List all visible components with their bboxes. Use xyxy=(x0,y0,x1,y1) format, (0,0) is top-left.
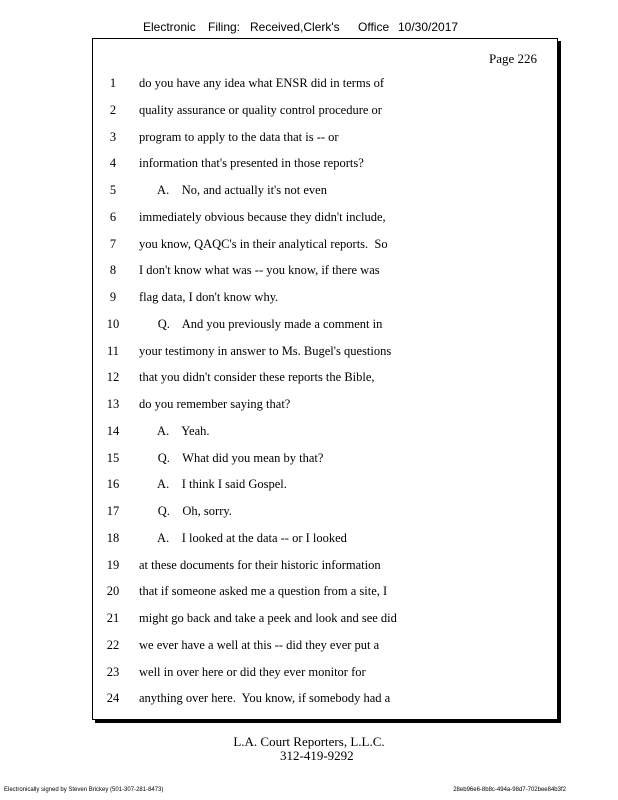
transcript-line xyxy=(93,344,557,364)
line-text: quality assurance or quality control procedure or xyxy=(139,102,382,117)
line-text: might go back and take a peek and look and see did xyxy=(139,611,397,625)
line-number: 1 xyxy=(109,76,117,90)
line-text: Q. Oh, sorry. xyxy=(139,504,232,518)
transcript-line xyxy=(93,451,557,471)
line-text: A. No, and actually it's not even xyxy=(139,183,327,197)
line-text: anything over here. You know, if somebody had a xyxy=(139,691,391,706)
line-text: your testimony in answer to Ms. Bugel's questions xyxy=(139,343,392,358)
transcript-line xyxy=(93,665,557,685)
transcript-line xyxy=(93,290,557,310)
transcript-line xyxy=(93,424,557,444)
line-number: 8 xyxy=(109,263,117,278)
line-number: 22 xyxy=(106,637,120,652)
transcript-line xyxy=(93,638,557,658)
line-text: well in over here or did they ever monitor for xyxy=(139,664,366,679)
page-number: Page 226 xyxy=(488,51,537,66)
transcript-line xyxy=(93,156,557,176)
line-text: flag data, I don't know why. xyxy=(139,290,279,304)
court-reporter-phone: 312-419-9292 xyxy=(280,748,354,763)
transcript-line xyxy=(93,103,557,123)
transcript-line xyxy=(93,76,557,96)
line-number: 20 xyxy=(106,584,120,599)
line-text: at these documents for their historic information xyxy=(139,557,381,572)
court-reporter-name: L.A. Court Reporters, L.L.C. xyxy=(233,734,385,749)
transcript-line xyxy=(93,317,557,337)
line-number: 9 xyxy=(109,290,117,304)
transcript-line xyxy=(93,531,557,551)
transcript-line xyxy=(93,611,557,631)
filing-header-date: 10/30/2017 xyxy=(398,20,459,34)
line-number: 24 xyxy=(106,691,120,706)
line-number: 4 xyxy=(109,156,117,171)
line-text: we ever have a well at this -- did they ever put a xyxy=(139,637,380,652)
line-text: do you remember saying that? xyxy=(139,397,291,411)
transcript-line xyxy=(93,584,557,604)
line-number: 18 xyxy=(106,530,120,545)
line-text: A. I looked at the data -- or I looked xyxy=(139,530,347,545)
line-number: 17 xyxy=(106,504,120,518)
filing-header-electronic: Electronic xyxy=(143,20,196,34)
transcript-line xyxy=(93,504,557,524)
line-number: 11 xyxy=(106,343,120,358)
line-number: 3 xyxy=(109,129,117,144)
line-number: 23 xyxy=(106,664,120,679)
transcript-line xyxy=(93,263,557,283)
transcript-line xyxy=(93,370,557,390)
line-number: 14 xyxy=(106,423,120,438)
line-number: 12 xyxy=(106,370,120,385)
line-number: 13 xyxy=(106,397,120,411)
line-number: 7 xyxy=(109,236,117,251)
transcript-line xyxy=(93,130,557,150)
transcript-line xyxy=(93,237,557,257)
line-number: 21 xyxy=(106,611,120,625)
line-number: 16 xyxy=(106,477,120,492)
line-number: 19 xyxy=(106,557,120,572)
transcript-line xyxy=(93,558,557,578)
line-text: you know, QAQC's in their analytical reports. So xyxy=(139,236,388,251)
line-text: information that's presented in those reports? xyxy=(139,156,364,171)
transcript-line xyxy=(93,397,557,417)
line-text: immediately obvious because they didn't include, xyxy=(139,209,386,224)
transcript-line xyxy=(93,210,557,230)
transcript-line xyxy=(93,477,557,497)
line-text: I don't know what was -- you know, if there was xyxy=(139,263,380,278)
transcript-page xyxy=(92,38,558,720)
line-number: 6 xyxy=(109,209,117,224)
line-text: Q. What did you mean by that? xyxy=(139,450,324,465)
line-text: that you didn't consider these reports the Bible, xyxy=(139,370,375,385)
line-text: A. Yeah. xyxy=(139,423,210,438)
filing-header-office: Office xyxy=(358,20,390,34)
filing-header-filing: Filing: xyxy=(208,20,241,34)
line-number: 15 xyxy=(106,450,120,465)
electronic-signature: Electronically signed by Steven Brickey (501-307-281-8473) xyxy=(4,787,164,793)
line-text: Q. And you previously made a comment in xyxy=(139,316,383,331)
transcript-line xyxy=(93,183,557,203)
filing-header-received: Received,Clerk's xyxy=(250,20,340,34)
line-number: 5 xyxy=(109,183,117,197)
line-number: 2 xyxy=(109,102,117,117)
line-text: do you have any idea what ENSR did in terms of xyxy=(139,76,385,90)
document-hash: 28eb96e6-8b8c-494a-98d7-702bee84b3f2 xyxy=(453,787,566,793)
line-text: that if someone asked me a question from a site, I xyxy=(139,584,388,599)
line-text: A. I think I said Gospel. xyxy=(139,477,287,492)
transcript-line xyxy=(93,691,557,711)
filing-header xyxy=(0,20,618,38)
line-text: program to apply to the data that is -- or xyxy=(139,129,339,144)
line-number: 10 xyxy=(106,316,120,331)
